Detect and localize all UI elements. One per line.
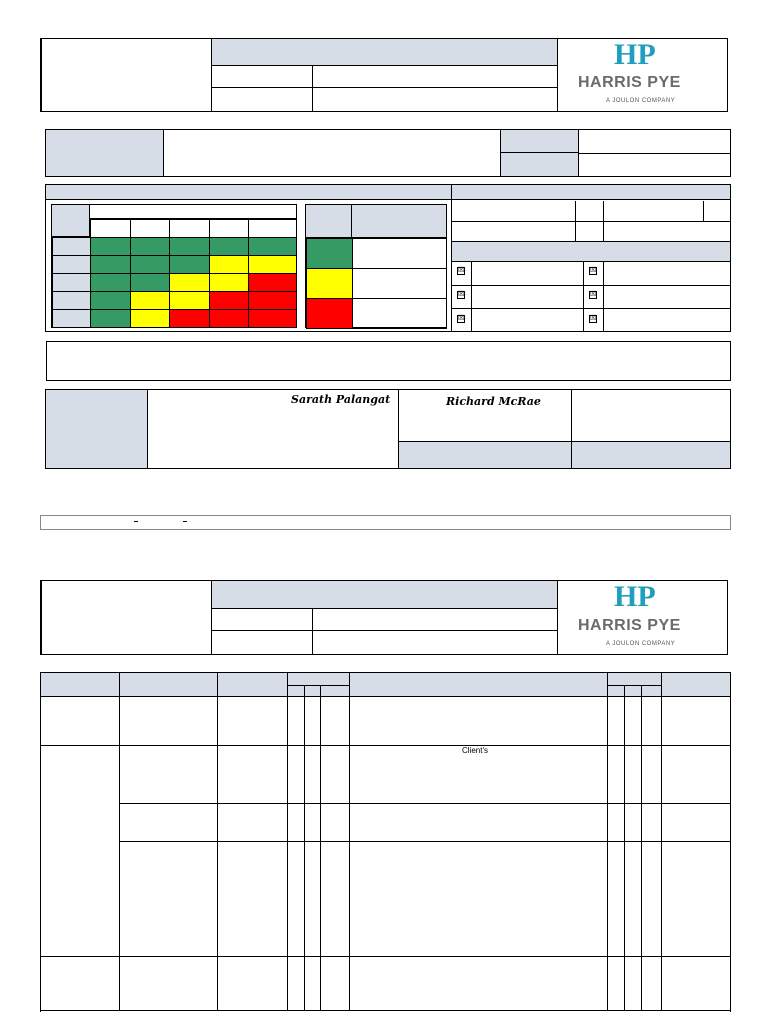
- risk-matrix-cell-red: [209, 291, 249, 310]
- table-row-line: [607, 685, 661, 686]
- risk-key-swatch-green: [306, 238, 353, 269]
- risk-matrix-cell-green: [169, 255, 210, 274]
- harris-pye-logo-tagline: A JOULON COMPANY: [606, 98, 676, 104]
- table-column-line: [349, 673, 350, 1011]
- signature-second: Richard McRae: [446, 395, 541, 408]
- harris-pye-logo-tagline: A JOULON COMPANY: [606, 641, 676, 647]
- risk-matrix-cell-green: [90, 273, 131, 292]
- table-column-line: [217, 673, 218, 1011]
- table-column-line: [320, 685, 321, 1011]
- risk-matrix-row-header: [52, 255, 91, 274]
- header-divider: [211, 39, 212, 111]
- checkbox-icon[interactable]: ☒: [458, 315, 465, 322]
- risk-right-divider: [471, 262, 472, 331]
- risk-matrix-cell-red: [248, 273, 297, 292]
- table-column-line: [641, 685, 642, 1011]
- notes-box: [46, 341, 731, 381]
- risk-key-description: [352, 298, 447, 329]
- risk-matrix-row-header: [52, 237, 91, 256]
- signature-divider: [571, 441, 572, 468]
- risk-matrix-column-header: [248, 219, 297, 238]
- risk-matrix-cell-yellow: [169, 291, 210, 310]
- risk-key-header: [352, 205, 446, 238]
- risk-matrix-row-header: [52, 273, 91, 292]
- risk-matrix-cell-yellow: [130, 309, 170, 328]
- risk-matrix-column-header: [209, 219, 249, 238]
- risk-right-subheader: [452, 242, 730, 262]
- checkbox-icon[interactable]: ☒: [590, 267, 597, 274]
- risk-matrix-cell-green: [90, 291, 131, 310]
- risk-matrix-cell-green: [90, 237, 131, 256]
- risk-matrix-column-header: [169, 219, 210, 238]
- table-column-line: [661, 673, 662, 1011]
- info-label-cell: [501, 153, 579, 176]
- risk-right-divider: [703, 201, 704, 221]
- risk-matrix-column-header: [90, 219, 131, 238]
- risk-matrix-consequence-header: [90, 205, 296, 219]
- header-divider: [557, 39, 558, 111]
- header-divider: [211, 630, 557, 631]
- table-column-line: [624, 685, 625, 1011]
- risk-matrix-cell-green: [130, 237, 170, 256]
- signature-label-cell: [46, 390, 148, 468]
- header-divider: [312, 609, 313, 654]
- footer-tick: [134, 521, 138, 522]
- harris-pye-logo-name: HARRIS PYE: [578, 74, 681, 91]
- header-divider: [312, 66, 313, 111]
- risk-right-divider: [575, 201, 576, 241]
- table-row-line: [287, 685, 349, 686]
- risk-matrix-cell-red: [169, 309, 210, 328]
- risk-matrix-corner: [52, 205, 90, 237]
- risk-right-divider: [583, 262, 584, 331]
- risk-matrix-cell-green: [248, 237, 297, 256]
- signature-footer-cell: [399, 441, 730, 468]
- risk-matrix-cell-yellow: [248, 255, 297, 274]
- risk-matrix-cell-yellow: [209, 273, 249, 292]
- risk-matrix-cell-yellow: [209, 255, 249, 274]
- risk-key-description: [352, 268, 447, 299]
- info-label-cell: [46, 130, 164, 176]
- risk-key-header: [306, 205, 352, 238]
- header-divider: [211, 87, 557, 88]
- harris-pye-logo-mark: HP: [614, 38, 656, 71]
- risk-right-divider: [452, 308, 730, 309]
- header-title-band-2: [211, 581, 557, 609]
- risk-key-swatch-red: [306, 298, 353, 329]
- table-row-line: [41, 956, 730, 957]
- header-divider: [211, 581, 212, 654]
- risk-key-swatch-yellow: [306, 268, 353, 299]
- table-row-line: [119, 841, 730, 842]
- risk-matrix-cell-red: [248, 309, 297, 328]
- footer-tick: [183, 521, 187, 522]
- info-divider: [579, 153, 730, 154]
- risk-section-header-left: [46, 185, 451, 200]
- header-title-band-1: [211, 39, 557, 66]
- risk-right-divider: [603, 201, 604, 241]
- risk-right-divider: [452, 221, 730, 222]
- table-column-line: [287, 673, 288, 1011]
- risk-matrix-row-header: [52, 309, 91, 328]
- risk-matrix-cell-green: [90, 309, 131, 328]
- checkbox-icon[interactable]: ☒: [458, 267, 465, 274]
- risk-matrix-cell-green: [209, 237, 249, 256]
- checkbox-icon[interactable]: ☒: [458, 291, 465, 298]
- risk-right-divider: [452, 285, 730, 286]
- risk-matrix-column-header: [130, 219, 170, 238]
- risk-right-divider: [603, 262, 604, 331]
- table-note: Client's: [462, 746, 488, 755]
- risk-matrix-cell-green: [90, 255, 131, 274]
- risk-matrix-cell-yellow: [169, 273, 210, 292]
- table-column-line: [304, 685, 305, 1011]
- harris-pye-logo-mark: HP: [614, 580, 656, 613]
- table-row-line: [119, 803, 730, 804]
- checkbox-icon[interactable]: ☒: [590, 315, 597, 322]
- risk-matrix-cell-green: [169, 237, 210, 256]
- risk-matrix-row-header: [52, 291, 91, 310]
- risk-matrix-cell-green: [130, 273, 170, 292]
- table-row-line: [41, 1010, 730, 1011]
- risk-key-description: [352, 238, 447, 269]
- table-column-line: [119, 673, 120, 1011]
- risk-matrix-cell-yellow: [130, 291, 170, 310]
- info-label-cell: [501, 130, 579, 153]
- risk-section-header-right: [452, 185, 730, 200]
- table-column-line: [607, 673, 608, 1011]
- checkbox-icon[interactable]: ☒: [590, 291, 597, 298]
- risk-matrix-cell-red: [248, 291, 297, 310]
- risk-matrix-cell-red: [209, 309, 249, 328]
- harris-pye-logo-name: HARRIS PYE: [578, 617, 681, 634]
- assessment-table: [40, 672, 731, 1012]
- signature-first: Sarath Palangat: [291, 393, 391, 406]
- risk-matrix-cell-green: [130, 255, 170, 274]
- table-row-line: [41, 745, 730, 746]
- header-divider: [557, 581, 558, 654]
- footer-bar: [40, 515, 731, 530]
